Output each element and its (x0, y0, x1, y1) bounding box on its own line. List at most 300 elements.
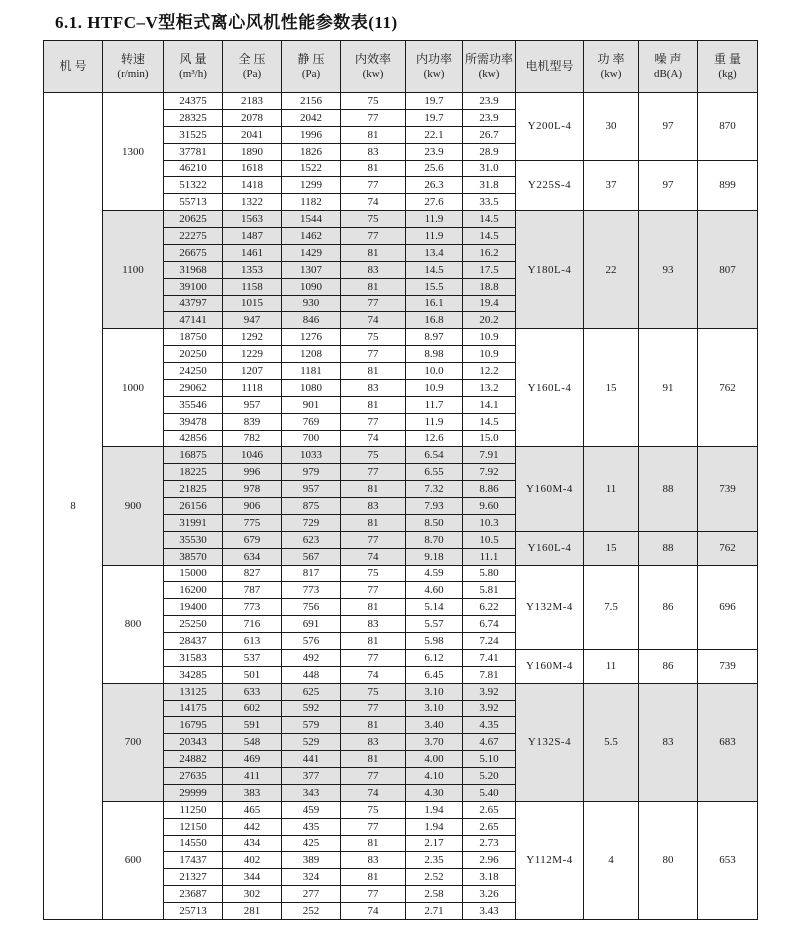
motor-power-cell: 11 (584, 649, 639, 683)
total-pressure-cell: 442 (223, 818, 282, 835)
efficiency-cell: 81 (341, 599, 406, 616)
static-pressure-cell: 579 (282, 717, 341, 734)
static-pressure-cell: 623 (282, 531, 341, 548)
required-power-cell: 6.74 (463, 616, 516, 633)
required-power-cell: 3.18 (463, 869, 516, 886)
flow-cell: 18225 (164, 464, 223, 481)
efficiency-cell: 77 (341, 346, 406, 363)
required-power-cell: 10.5 (463, 531, 516, 548)
header-label: 机 号 (59, 59, 87, 73)
header-cell-motor-model (516, 41, 584, 93)
internal-power-cell: 16.8 (406, 312, 463, 329)
static-pressure-cell: 389 (282, 852, 341, 869)
page-title: 6.1. HTFC–V型柜式离心风机性能参数表(11) (55, 13, 398, 32)
flow-cell: 20625 (164, 211, 223, 228)
required-power-cell: 18.8 (463, 278, 516, 295)
total-pressure-cell: 839 (223, 413, 282, 430)
weight-cell: 899 (698, 160, 758, 211)
flow-cell: 25250 (164, 616, 223, 633)
total-pressure-cell: 602 (223, 700, 282, 717)
static-pressure-cell: 1080 (282, 379, 341, 396)
total-pressure-cell: 1890 (223, 143, 282, 160)
internal-power-cell: 10.9 (406, 379, 463, 396)
total-pressure-cell: 548 (223, 734, 282, 751)
internal-power-cell: 25.6 (406, 160, 463, 177)
internal-power-cell: 27.6 (406, 194, 463, 211)
weight-cell: 696 (698, 565, 758, 649)
performance-table (43, 40, 758, 920)
required-power-cell: 4.35 (463, 717, 516, 734)
internal-power-cell: 4.60 (406, 582, 463, 599)
flow-cell: 23687 (164, 886, 223, 903)
static-pressure-cell: 2156 (282, 93, 341, 110)
efficiency-cell: 83 (341, 379, 406, 396)
required-power-cell: 2.96 (463, 852, 516, 869)
static-pressure-cell: 1996 (282, 126, 341, 143)
motor-power-cell: 30 (584, 93, 639, 161)
internal-power-cell: 11.9 (406, 228, 463, 245)
flow-cell: 35530 (164, 531, 223, 548)
internal-power-cell: 5.57 (406, 616, 463, 633)
flow-cell: 20250 (164, 346, 223, 363)
required-power-cell: 28.9 (463, 143, 516, 160)
total-pressure-cell: 978 (223, 481, 282, 498)
motor-model-cell: Y225S-4 (516, 160, 584, 211)
header-cell-efficiency (341, 41, 406, 93)
required-power-cell: 11.1 (463, 548, 516, 565)
internal-power-cell: 5.98 (406, 633, 463, 650)
flow-cell: 16795 (164, 717, 223, 734)
internal-power-cell: 8.97 (406, 329, 463, 346)
noise-cell: 93 (639, 211, 698, 329)
flow-cell: 11250 (164, 801, 223, 818)
static-pressure-cell: 1181 (282, 363, 341, 380)
total-pressure-cell: 1618 (223, 160, 282, 177)
flow-cell: 14550 (164, 835, 223, 852)
flow-cell: 47141 (164, 312, 223, 329)
total-pressure-cell: 537 (223, 649, 282, 666)
static-pressure-cell: 846 (282, 312, 341, 329)
flow-cell: 37781 (164, 143, 223, 160)
header-unit: (Pa) (242, 68, 262, 80)
header-label: 全 压 (238, 52, 266, 66)
efficiency-cell: 75 (341, 683, 406, 700)
required-power-cell: 23.9 (463, 93, 516, 110)
total-pressure-cell: 2078 (223, 109, 282, 126)
efficiency-cell: 77 (341, 531, 406, 548)
flow-cell: 18750 (164, 329, 223, 346)
total-pressure-cell: 465 (223, 801, 282, 818)
static-pressure-cell: 252 (282, 903, 341, 920)
efficiency-cell: 75 (341, 93, 406, 110)
motor-power-cell: 15 (584, 531, 639, 565)
noise-cell: 97 (639, 160, 698, 211)
weight-cell: 739 (698, 447, 758, 531)
header-unit: (kw) (423, 68, 445, 80)
required-power-cell: 14.5 (463, 228, 516, 245)
flow-cell: 12150 (164, 818, 223, 835)
static-pressure-cell: 875 (282, 498, 341, 515)
total-pressure-cell: 957 (223, 396, 282, 413)
required-power-cell: 17.5 (463, 261, 516, 278)
header-cell-machine-no (44, 41, 103, 93)
header-cell-internal-power (406, 41, 463, 93)
total-pressure-cell: 1322 (223, 194, 282, 211)
flow-cell: 29062 (164, 379, 223, 396)
required-power-cell: 16.2 (463, 244, 516, 261)
required-power-cell: 31.0 (463, 160, 516, 177)
required-power-cell: 7.81 (463, 666, 516, 683)
required-power-cell: 8.86 (463, 481, 516, 498)
header-cell-required-power (463, 41, 516, 93)
header-cell-flow (164, 41, 223, 93)
flow-cell: 19400 (164, 599, 223, 616)
flow-cell: 21327 (164, 869, 223, 886)
static-pressure-cell: 448 (282, 666, 341, 683)
static-pressure-cell: 1299 (282, 177, 341, 194)
static-pressure-cell: 441 (282, 751, 341, 768)
internal-power-cell: 9.18 (406, 548, 463, 565)
efficiency-cell: 77 (341, 818, 406, 835)
flow-cell: 17437 (164, 852, 223, 869)
required-power-cell: 14.1 (463, 396, 516, 413)
header-unit: (kw) (362, 68, 384, 80)
total-pressure-cell: 1487 (223, 228, 282, 245)
total-pressure-cell: 281 (223, 903, 282, 920)
efficiency-cell: 81 (341, 633, 406, 650)
internal-power-cell: 2.71 (406, 903, 463, 920)
header-cell-motor-power (584, 41, 639, 93)
flow-cell: 24882 (164, 751, 223, 768)
flow-cell: 46210 (164, 160, 223, 177)
required-power-cell: 23.9 (463, 109, 516, 126)
required-power-cell: 3.92 (463, 700, 516, 717)
required-power-cell: 19.4 (463, 295, 516, 312)
flow-cell: 24375 (164, 93, 223, 110)
speed-cell: 700 (103, 683, 164, 801)
internal-power-cell: 11.9 (406, 211, 463, 228)
efficiency-cell: 81 (341, 717, 406, 734)
efficiency-cell: 81 (341, 481, 406, 498)
header-label: 重 量 (713, 52, 741, 66)
header-label: 噪 声 (654, 52, 682, 66)
table-row (44, 683, 758, 700)
efficiency-cell: 77 (341, 886, 406, 903)
static-pressure-cell: 324 (282, 869, 341, 886)
required-power-cell: 10.3 (463, 514, 516, 531)
required-power-cell: 2.65 (463, 818, 516, 835)
internal-power-cell: 8.70 (406, 531, 463, 548)
efficiency-cell: 83 (341, 143, 406, 160)
flow-cell: 20343 (164, 734, 223, 751)
required-power-cell: 3.92 (463, 683, 516, 700)
static-pressure-cell: 1522 (282, 160, 341, 177)
header-label: 内功率 (415, 52, 452, 66)
efficiency-cell: 81 (341, 363, 406, 380)
speed-cell: 600 (103, 801, 164, 919)
required-power-cell: 6.22 (463, 599, 516, 616)
machine-no-cell: 8 (44, 93, 103, 920)
total-pressure-cell: 1046 (223, 447, 282, 464)
static-pressure-cell: 567 (282, 548, 341, 565)
required-power-cell: 2.73 (463, 835, 516, 852)
motor-power-cell: 15 (584, 329, 639, 447)
required-power-cell: 26.7 (463, 126, 516, 143)
total-pressure-cell: 947 (223, 312, 282, 329)
static-pressure-cell: 769 (282, 413, 341, 430)
flow-cell: 13125 (164, 683, 223, 700)
efficiency-cell: 81 (341, 751, 406, 768)
speed-cell: 1000 (103, 329, 164, 447)
total-pressure-cell: 679 (223, 531, 282, 548)
static-pressure-cell: 957 (282, 481, 341, 498)
header-row (44, 41, 758, 93)
header-cell-speed (103, 41, 164, 93)
internal-power-cell: 6.55 (406, 464, 463, 481)
motor-model-cell: Y132M-4 (516, 565, 584, 649)
efficiency-cell: 81 (341, 514, 406, 531)
efficiency-cell: 74 (341, 903, 406, 920)
static-pressure-cell: 343 (282, 784, 341, 801)
efficiency-cell: 74 (341, 194, 406, 211)
required-power-cell: 10.9 (463, 346, 516, 363)
efficiency-cell: 83 (341, 852, 406, 869)
required-power-cell: 31.8 (463, 177, 516, 194)
static-pressure-cell: 492 (282, 649, 341, 666)
total-pressure-cell: 402 (223, 852, 282, 869)
total-pressure-cell: 782 (223, 430, 282, 447)
weight-cell: 739 (698, 649, 758, 683)
internal-power-cell: 1.94 (406, 818, 463, 835)
static-pressure-cell: 1090 (282, 278, 341, 295)
speed-cell: 800 (103, 565, 164, 683)
required-power-cell: 9.60 (463, 498, 516, 515)
header-unit: (kg) (718, 68, 737, 80)
static-pressure-cell: 901 (282, 396, 341, 413)
efficiency-cell: 83 (341, 498, 406, 515)
internal-power-cell: 4.30 (406, 784, 463, 801)
total-pressure-cell: 501 (223, 666, 282, 683)
header-unit: (Pa) (301, 68, 321, 80)
internal-power-cell: 4.00 (406, 751, 463, 768)
static-pressure-cell: 2042 (282, 109, 341, 126)
table-header (44, 41, 758, 93)
static-pressure-cell: 773 (282, 582, 341, 599)
flow-cell: 31583 (164, 649, 223, 666)
noise-cell: 83 (639, 683, 698, 801)
static-pressure-cell: 1276 (282, 329, 341, 346)
internal-power-cell: 26.3 (406, 177, 463, 194)
static-pressure-cell: 817 (282, 565, 341, 582)
header-unit: dB(A) (653, 68, 683, 80)
total-pressure-cell: 1015 (223, 295, 282, 312)
efficiency-cell: 75 (341, 565, 406, 582)
total-pressure-cell: 634 (223, 548, 282, 565)
static-pressure-cell: 576 (282, 633, 341, 650)
internal-power-cell: 2.58 (406, 886, 463, 903)
flow-cell: 24250 (164, 363, 223, 380)
internal-power-cell: 3.10 (406, 683, 463, 700)
flow-cell: 26675 (164, 244, 223, 261)
total-pressure-cell: 775 (223, 514, 282, 531)
speed-cell: 900 (103, 447, 164, 565)
required-power-cell: 7.24 (463, 633, 516, 650)
motor-power-cell: 22 (584, 211, 639, 329)
efficiency-cell: 77 (341, 228, 406, 245)
flow-cell: 35546 (164, 396, 223, 413)
total-pressure-cell: 787 (223, 582, 282, 599)
flow-cell: 29999 (164, 784, 223, 801)
flow-cell: 31525 (164, 126, 223, 143)
static-pressure-cell: 1208 (282, 346, 341, 363)
internal-power-cell: 15.5 (406, 278, 463, 295)
required-power-cell: 14.5 (463, 413, 516, 430)
table-body (44, 93, 758, 920)
table-row (44, 93, 758, 110)
noise-cell: 97 (639, 93, 698, 161)
weight-cell: 653 (698, 801, 758, 919)
efficiency-cell: 77 (341, 582, 406, 599)
required-power-cell: 33.5 (463, 194, 516, 211)
internal-power-cell: 8.98 (406, 346, 463, 363)
internal-power-cell: 3.70 (406, 734, 463, 751)
total-pressure-cell: 411 (223, 768, 282, 785)
internal-power-cell: 11.7 (406, 396, 463, 413)
internal-power-cell: 12.6 (406, 430, 463, 447)
internal-power-cell: 11.9 (406, 413, 463, 430)
total-pressure-cell: 1292 (223, 329, 282, 346)
total-pressure-cell: 1158 (223, 278, 282, 295)
header-label: 所需功率 (464, 52, 513, 66)
table-row (44, 211, 758, 228)
flow-cell: 14175 (164, 700, 223, 717)
internal-power-cell: 6.45 (406, 666, 463, 683)
flow-cell: 16875 (164, 447, 223, 464)
internal-power-cell: 7.93 (406, 498, 463, 515)
header-cell-weight (698, 41, 758, 93)
header-label: 电机型号 (525, 59, 574, 73)
required-power-cell: 5.81 (463, 582, 516, 599)
total-pressure-cell: 827 (223, 565, 282, 582)
static-pressure-cell: 459 (282, 801, 341, 818)
static-pressure-cell: 592 (282, 700, 341, 717)
required-power-cell: 5.20 (463, 768, 516, 785)
internal-power-cell: 13.4 (406, 244, 463, 261)
internal-power-cell: 6.54 (406, 447, 463, 464)
efficiency-cell: 83 (341, 734, 406, 751)
flow-cell: 39100 (164, 278, 223, 295)
total-pressure-cell: 383 (223, 784, 282, 801)
required-power-cell: 7.41 (463, 649, 516, 666)
efficiency-cell: 81 (341, 869, 406, 886)
internal-power-cell: 5.14 (406, 599, 463, 616)
internal-power-cell: 7.32 (406, 481, 463, 498)
efficiency-cell: 81 (341, 835, 406, 852)
efficiency-cell: 81 (341, 160, 406, 177)
weight-cell: 762 (698, 329, 758, 447)
required-power-cell: 15.0 (463, 430, 516, 447)
flow-cell: 28437 (164, 633, 223, 650)
efficiency-cell: 77 (341, 295, 406, 312)
internal-power-cell: 19.7 (406, 109, 463, 126)
efficiency-cell: 75 (341, 329, 406, 346)
efficiency-cell: 74 (341, 430, 406, 447)
motor-model-cell: Y160L-4 (516, 329, 584, 447)
weight-cell: 870 (698, 93, 758, 161)
efficiency-cell: 74 (341, 312, 406, 329)
motor-model-cell: Y132S-4 (516, 683, 584, 801)
noise-cell: 86 (639, 565, 698, 649)
flow-cell: 39478 (164, 413, 223, 430)
total-pressure-cell: 1118 (223, 379, 282, 396)
efficiency-cell: 77 (341, 413, 406, 430)
required-power-cell: 5.80 (463, 565, 516, 582)
internal-power-cell: 10.0 (406, 363, 463, 380)
motor-power-cell: 4 (584, 801, 639, 919)
noise-cell: 91 (639, 329, 698, 447)
required-power-cell: 10.9 (463, 329, 516, 346)
total-pressure-cell: 1207 (223, 363, 282, 380)
motor-power-cell: 5.5 (584, 683, 639, 801)
total-pressure-cell: 344 (223, 869, 282, 886)
efficiency-cell: 74 (341, 666, 406, 683)
noise-cell: 86 (639, 649, 698, 683)
noise-cell: 80 (639, 801, 698, 919)
static-pressure-cell: 1033 (282, 447, 341, 464)
motor-model-cell: Y180L-4 (516, 211, 584, 329)
static-pressure-cell: 756 (282, 599, 341, 616)
internal-power-cell: 2.35 (406, 852, 463, 869)
motor-power-cell: 11 (584, 447, 639, 531)
flow-cell: 28325 (164, 109, 223, 126)
total-pressure-cell: 1353 (223, 261, 282, 278)
total-pressure-cell: 591 (223, 717, 282, 734)
internal-power-cell: 3.40 (406, 717, 463, 734)
efficiency-cell: 74 (341, 784, 406, 801)
efficiency-cell: 81 (341, 278, 406, 295)
static-pressure-cell: 691 (282, 616, 341, 633)
table-row (44, 801, 758, 818)
efficiency-cell: 81 (341, 244, 406, 261)
efficiency-cell: 77 (341, 649, 406, 666)
static-pressure-cell: 1826 (282, 143, 341, 160)
header-label: 内效率 (354, 52, 391, 66)
static-pressure-cell: 930 (282, 295, 341, 312)
flow-cell: 51322 (164, 177, 223, 194)
motor-power-cell: 7.5 (584, 565, 639, 649)
internal-power-cell: 22.1 (406, 126, 463, 143)
header-label: 静 压 (297, 52, 325, 66)
total-pressure-cell: 716 (223, 616, 282, 633)
total-pressure-cell: 434 (223, 835, 282, 852)
internal-power-cell: 6.12 (406, 649, 463, 666)
required-power-cell: 7.91 (463, 447, 516, 464)
flow-cell: 25713 (164, 903, 223, 920)
static-pressure-cell: 277 (282, 886, 341, 903)
total-pressure-cell: 996 (223, 464, 282, 481)
required-power-cell: 5.10 (463, 751, 516, 768)
static-pressure-cell: 1462 (282, 228, 341, 245)
total-pressure-cell: 906 (223, 498, 282, 515)
required-power-cell: 12.2 (463, 363, 516, 380)
motor-model-cell: Y200L-4 (516, 93, 584, 161)
efficiency-cell: 77 (341, 768, 406, 785)
flow-cell: 26156 (164, 498, 223, 515)
total-pressure-cell: 1563 (223, 211, 282, 228)
total-pressure-cell: 469 (223, 751, 282, 768)
header-cell-static-pressure (282, 41, 341, 93)
static-pressure-cell: 529 (282, 734, 341, 751)
